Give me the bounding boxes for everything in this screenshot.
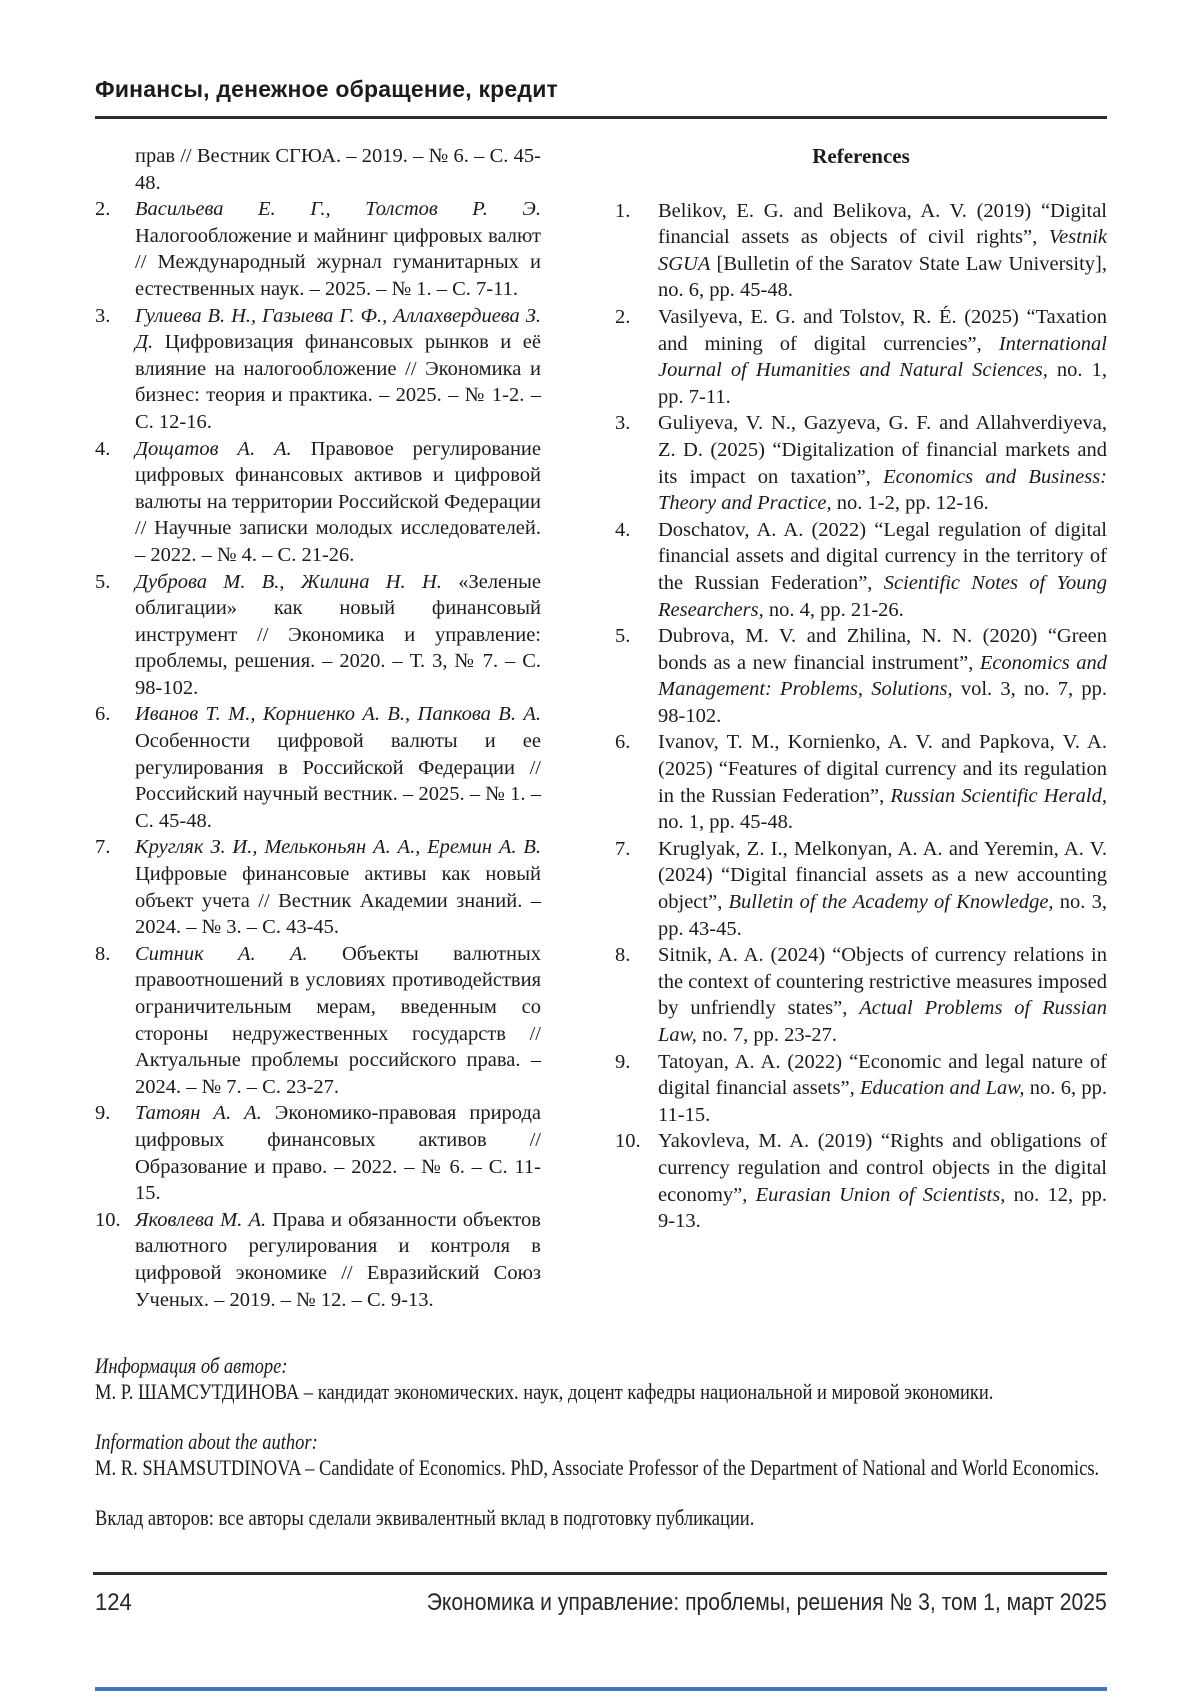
author-info-en-label: Information about the author: [95,1429,318,1455]
author-info-en-text: M. R. SHAMSUTDINOVA – Candidate of Economics. PhD, Associate Professor of the Department of National and World Economics. [95,1455,1100,1481]
reference-item [615,198,1107,304]
reference-text: Tatoyan, A. A. (2022) “Economic and legal nature of digital financial assets”, Education and Law, no. 6, pp. 11-15. [658,1050,1107,1126]
author-info-block [95,1353,1107,1531]
reference-item [95,701,541,834]
page-number: 124 [95,1589,132,1616]
reference-text: Dubrova, M. V. and Zhilina, N. N. (2020) “Green bonds as a new financial instrument”, Economics and Management: Problems, Solutions, vol. 3, no. 7, pp. 98-102. [658,625,1108,727]
reference-text: Дуброва М. В., Жилина Н. Н. «Зеленые облигации» как новый финансовый инструмент // Экономика и управление: проблемы, решения. – 2020. – Т. 3, № 7. – С. 98-102. [135,570,541,699]
references-heading: References [812,144,910,168]
reference-item [615,836,1107,942]
reference-text: Гулиева В. Н., Газыева Г. Ф., Аллахвердиева З. Д. Цифровизация финансовых рынков и её влияние на налогообложение // Экономика и бизнес: теория и практика. – 2025. – № 1-2. – С. 12-16. [135,304,541,433]
reference-number: 3. [615,412,631,435]
reference-item [615,942,1107,1048]
reference-item [95,834,541,940]
reference-text: Doschatov, A. A. (2022) “Legal regulation of digital financial assets and digital currency in the territory of the Russian Federation”, Scientific Notes of Young Researchers, no. 4, pp. 21-26. [658,518,1108,621]
reference-item [615,1128,1107,1234]
reference-number: 4. [615,518,631,541]
reference-number: 4. [95,437,111,460]
reference-item [615,304,1107,410]
reference-number: 10. [615,1130,641,1153]
english-references-column [615,143,1107,1313]
reference-text: Ситник А. А. Объекты валютных правоотношений в условиях противодействия ограничительным мерам, введенным со стороны недружественных государств // Актуальные проблемы российского права. – 2024. – № 7. – С. 23-27. [135,942,541,1098]
reference-number: 8. [615,944,631,967]
reference-text: Яковлева М. А. Права и обязанности объектов валютного регулирования и контроля в цифровой экономике // Евразийский Союз Ученых. – 2019. – № 12. – С. 9-13. [135,1208,541,1311]
reference-number: 2. [95,198,111,221]
reference-item [95,1207,541,1313]
spacer [95,1481,1107,1505]
reference-item [615,1049,1107,1129]
reference-item [95,196,541,302]
reference-text: Kruglyak, Z. I., Melkonyan, A. A. and Yeremin, A. V. (2024) “Digital financial assets as a new accounting object”, Bulletin of the Academy of Knowledge, no. 3, pp. 43-45. [658,837,1107,940]
reference-number: 3. [95,304,111,327]
reference-number: 6. [95,703,111,726]
reference-number: 7. [95,836,111,859]
reference-number: 9. [95,1102,111,1125]
reference-text: Ivanov, T. M., Kornienko, A. V. and Papkova, V. A. (2025) “Features of digital currency and its regulation in the Russian Federation”, Russian Scientific Herald, no. 1, pp. 45-48. [658,731,1107,834]
reference-text: Дощатов А. А. Правовое регулирование цифровых финансовых активов и цифровой валюты на территории Российской Федерации // Научные записки молодых исследователей. – 2022. – № 4. – С. 21-26. [135,437,541,566]
reference-text: Васильева Е. Г., Толстов Р. Э. Налогообложение и майнинг цифровых валют // Международный журнал гуманитарных и естественных наук. – 2025. – № 1. – С. 7-11. [135,198,541,300]
reference-number: 2. [615,305,631,328]
author-info-ru-text: М. Р. ШАМСУТДИНОВА – кандидат экономических. наук, доцент кафедры национальной и мировой экономики. [95,1379,994,1405]
reference-text: Sitnik, A. A. (2024) “Objects of currency relations in the context of countering restrictive measures imposed by unfriendly states”, Actual Problems of Russian Law, no. 7, pp. 23-27. [658,944,1107,1046]
reference-text: Belikov, E. G. and Belikova, A. V. (2019) “Digital financial assets as objects of civil rights”, Vestnik SGUA [Bulletin of the Saratov State Law University], no. 6, pp. 45-48. [658,199,1107,302]
reference-text: Vasilyeva, E. G. and Tolstov, R. É. (2025) “Taxation and mining of digital currencies”, International Journal of Humanities and Natural Sciences, no. 1, pp. 7-11. [658,305,1108,408]
authors-contribution-note: Вклад авторов: все авторы сделали эквивалентный вклад в подготовку публикации. [95,1505,755,1531]
reference-text: Yakovleva, M. A. (2019) “Rights and obligations of currency regulation and control objects in the digital economy”, Eurasian Union of Scientists, no. 12, pp. 9-13. [658,1130,1108,1233]
english-reference-list [615,198,1107,1235]
reference-text: Guliyeva, V. N., Gazyeva, G. F. and Allahverdiyeva, Z. D. (2025) “Digitalization of financial markets and its impact on taxation”, Economics and Business: Theory and Practice, no. 1-2, pp. 12-16. [658,412,1107,515]
reference-item [615,410,1107,516]
reference-number: 7. [615,837,631,860]
page-footer [95,1589,1107,1617]
author-info-ru-label: Информация об авторе: [95,1353,288,1379]
reference-number: 6. [615,731,631,754]
reference-number: 9. [615,1050,631,1073]
reference-text: Иванов Т. М., Корниенко А. В., Папкова В. А. Особенности цифровой валюты и ее регулирования в Российской Федерации // Российский научный вестник. – 2025. – № 1. – С. 45-48. [135,703,541,832]
reference-item [615,623,1107,729]
reference-number: 10. [95,1208,121,1231]
footer-rule [93,1572,1107,1575]
section-title: Финансы, денежное обращение, кредит [95,76,559,102]
reference-item [95,1100,541,1206]
russian-reference-list [95,196,541,1313]
reference-continuation: прав // Вестник СГЮА. – 2019. – № 6. – С. 45-48. [135,145,541,194]
references-columns [95,143,1107,1313]
header-rule [95,116,1107,119]
spacer [95,1405,1107,1429]
reference-number: 5. [615,625,631,648]
reference-item [615,729,1107,835]
reference-item [95,941,541,1101]
reference-text: Татоян А. А. Экономико-правовая природа цифровых финансовых активов // Образование и право. – 2022. – № 6. – С. 11-15. [135,1102,541,1205]
russian-references-column [95,143,541,1313]
column-gap [541,143,615,1313]
reference-number: 8. [95,942,111,965]
reference-item [95,303,541,436]
reference-number: 5. [95,570,111,593]
journal-title-line: Экономика и управление: проблемы, решения № 3, том 1, март 2025 [426,1589,1107,1616]
reference-item [615,517,1107,623]
reference-item [95,436,541,569]
reference-text: Кругляк З. И., Мельконьян А. А., Еремин А. В. Цифровые финансовые активы как новый объект учета // Вестник Академии знаний. – 2024. – № 3. – С. 43-45. [135,836,541,939]
reference-item [95,569,541,702]
bottom-accent-bar [95,1687,1107,1691]
reference-number: 1. [615,199,631,222]
